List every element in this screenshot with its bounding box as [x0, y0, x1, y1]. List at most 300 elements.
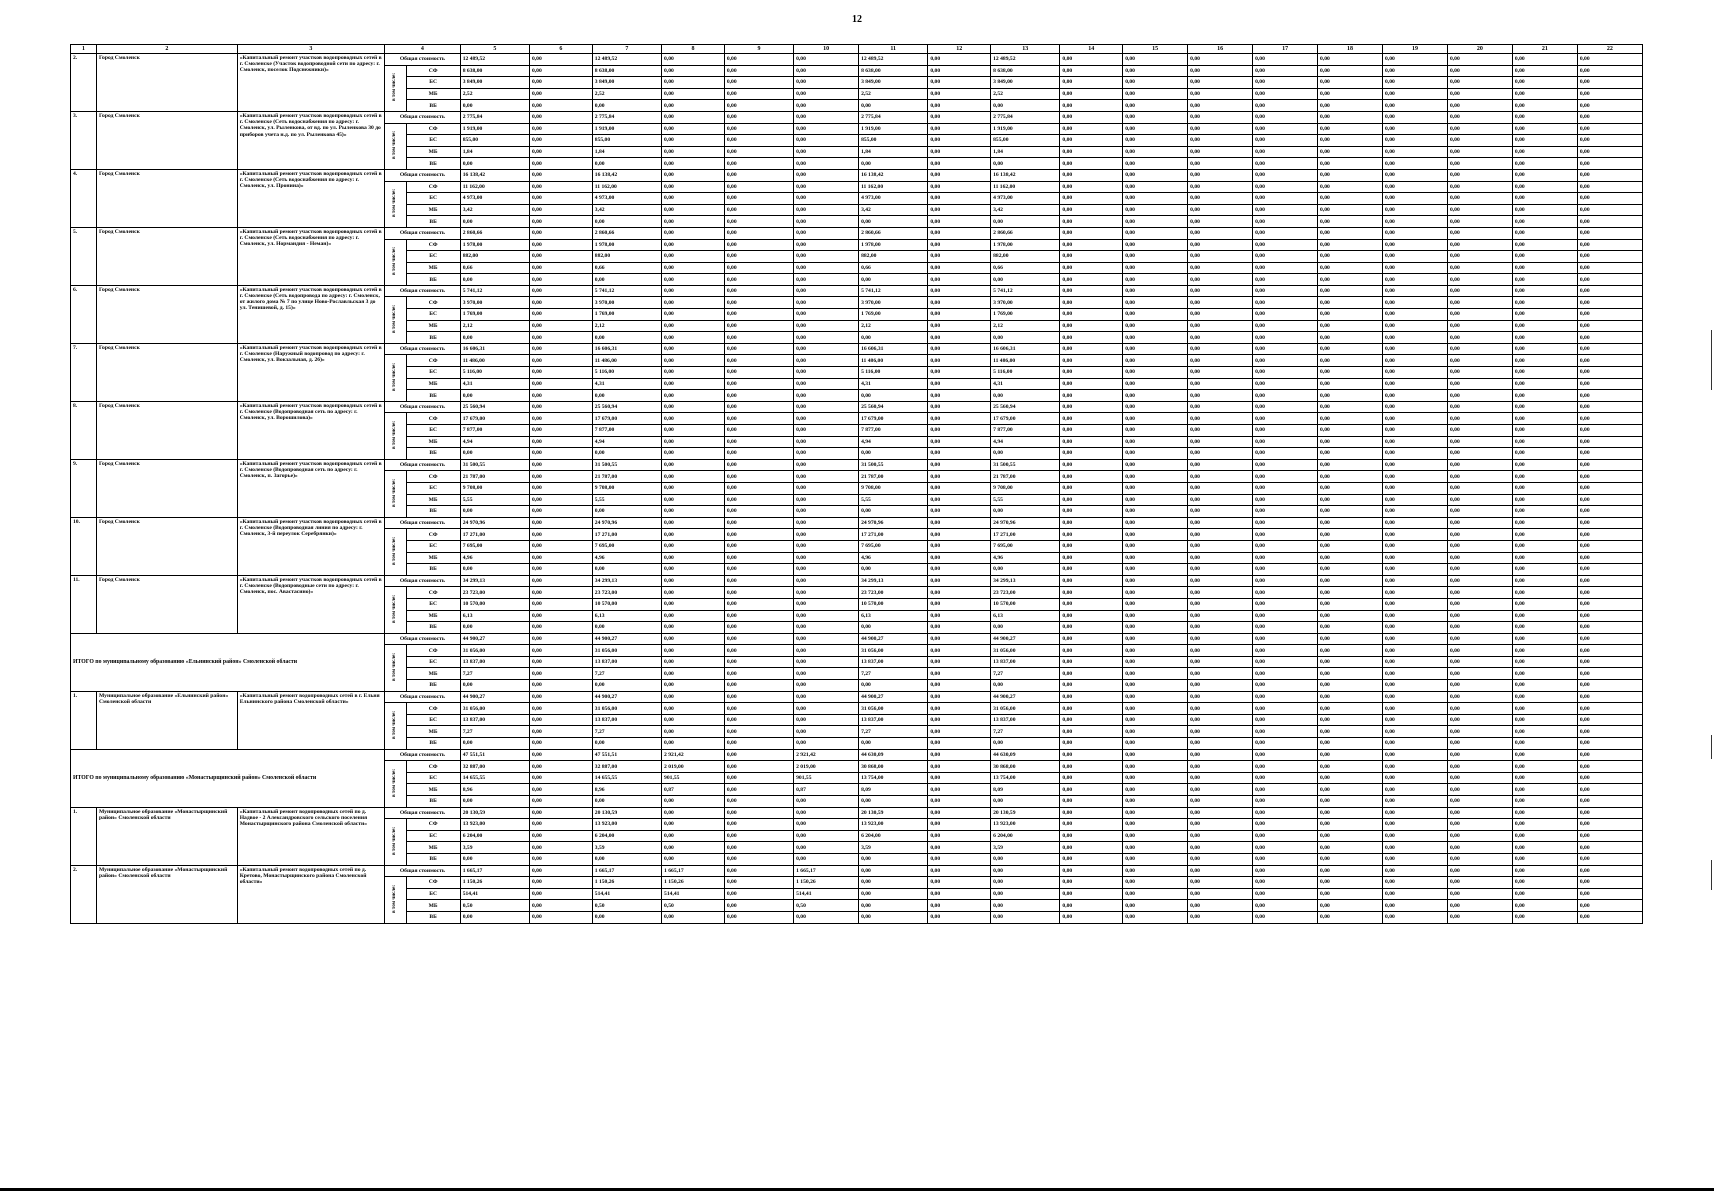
- value-cell: 0,00: [529, 714, 592, 726]
- including-vertical-text: в том числе:: [392, 363, 398, 392]
- value-cell: 0,00: [1577, 517, 1642, 529]
- value-cell: 0,00: [928, 343, 991, 355]
- value-cell: 0,00: [662, 367, 725, 379]
- value-cell: 0,00: [1253, 645, 1318, 657]
- value-cell: 0,00: [724, 668, 793, 680]
- value-cell: 0,00: [1253, 494, 1318, 506]
- including-vertical-text: в том числе:: [392, 189, 398, 218]
- value-cell: 0,00: [1383, 216, 1448, 228]
- value-cell: 7,27: [991, 726, 1060, 738]
- value-cell: 20 130,59: [859, 807, 928, 819]
- value-cell: 0,00: [991, 680, 1060, 692]
- funding-source-label: ВБ: [406, 216, 460, 228]
- value-cell: 4,96: [460, 552, 529, 564]
- value-cell: 0,00: [991, 100, 1060, 112]
- value-cell: 0,00: [1060, 888, 1123, 900]
- funding-source-label: СФ: [406, 703, 460, 715]
- funding-source-label: БС: [406, 482, 460, 494]
- value-cell: 0,00: [1512, 529, 1577, 541]
- value-cell: 0,00: [1123, 494, 1188, 506]
- including-vertical-label: [384, 181, 406, 227]
- value-cell: 0,00: [928, 332, 991, 344]
- value-cell: 0,00: [724, 587, 793, 599]
- value-cell: 0,00: [529, 448, 592, 460]
- value-cell: 10 570,00: [592, 598, 661, 610]
- value-cell: 0,00: [1123, 309, 1188, 321]
- value-cell: 0,00: [1512, 900, 1577, 912]
- value-cell: 3 849,00: [592, 77, 661, 89]
- including-vertical-label: [384, 703, 406, 749]
- value-cell: 0,00: [928, 761, 991, 773]
- value-cell: 0,00: [1188, 459, 1253, 471]
- value-cell: 11 486,00: [460, 355, 529, 367]
- row-number: 7.: [71, 343, 97, 401]
- value-cell: 0,00: [1253, 448, 1318, 460]
- value-cell: 0,00: [1060, 123, 1123, 135]
- value-cell: 0,00: [1512, 216, 1577, 228]
- value-cell: 0,00: [724, 297, 793, 309]
- including-vertical-text: в том числе:: [392, 594, 398, 623]
- value-cell: 0,00: [1512, 633, 1577, 645]
- value-cell: 855,00: [991, 135, 1060, 147]
- value-cell: 0,00: [928, 274, 991, 286]
- value-cell: 0,00: [1318, 564, 1383, 576]
- value-cell: 0,00: [460, 622, 529, 634]
- value-cell: 0,00: [794, 830, 859, 842]
- value-cell: 0,00: [1188, 401, 1253, 413]
- value-cell: 0,00: [1123, 877, 1188, 889]
- value-cell: 0,00: [1188, 680, 1253, 692]
- value-cell: 3 970,00: [859, 297, 928, 309]
- value-cell: 0,00: [859, 865, 928, 877]
- value-cell: 1 665,17: [460, 865, 529, 877]
- value-cell: 0,00: [1123, 888, 1188, 900]
- value-cell: 6 204,00: [592, 830, 661, 842]
- value-cell: 0,00: [724, 691, 793, 703]
- value-cell: 0,00: [529, 320, 592, 332]
- value-cell: 0,00: [1512, 65, 1577, 77]
- value-cell: 0,00: [1383, 506, 1448, 518]
- value-cell: 0,00: [1577, 784, 1642, 796]
- value-cell: 0,00: [1123, 297, 1188, 309]
- value-cell: 0,00: [1577, 54, 1642, 66]
- value-cell: 0,00: [1253, 784, 1318, 796]
- value-cell: 0,00: [1512, 262, 1577, 274]
- value-cell: 0,00: [928, 436, 991, 448]
- value-cell: 13 837,00: [592, 714, 661, 726]
- value-cell: 0,00: [1123, 622, 1188, 634]
- value-cell: 0,00: [1060, 877, 1123, 889]
- value-cell: 0,00: [1188, 587, 1253, 599]
- value-cell: 0,00: [724, 448, 793, 460]
- value-cell: 0,00: [1577, 529, 1642, 541]
- value-cell: 0,00: [1512, 448, 1577, 460]
- value-cell: 5 741,12: [592, 285, 661, 297]
- value-cell: 0,00: [724, 77, 793, 89]
- value-cell: 0,00: [1253, 54, 1318, 66]
- value-cell: 0,00: [928, 494, 991, 506]
- value-cell: 1 919,00: [460, 123, 529, 135]
- value-cell: 0,00: [1253, 761, 1318, 773]
- value-cell: 0,00: [1188, 738, 1253, 750]
- value-cell: 0,00: [1188, 598, 1253, 610]
- value-cell: 0,00: [1060, 251, 1123, 263]
- value-cell: 0,00: [662, 251, 725, 263]
- including-vertical-text: в том числе:: [392, 884, 398, 913]
- value-cell: 0,00: [1188, 111, 1253, 123]
- value-cell: 0,00: [1123, 564, 1188, 576]
- value-cell: 4,96: [991, 552, 1060, 564]
- value-cell: 0,00: [1318, 390, 1383, 402]
- value-cell: 0,00: [1447, 506, 1512, 518]
- value-cell: 0,00: [1123, 65, 1188, 77]
- value-cell: 8,09: [859, 784, 928, 796]
- value-cell: 0,00: [529, 853, 592, 865]
- including-vertical-text: в том числе:: [392, 73, 398, 102]
- value-cell: 8,09: [991, 784, 1060, 796]
- value-cell: 0,00: [662, 54, 725, 66]
- value-cell: 0,00: [1447, 88, 1512, 100]
- value-cell: 8 638,00: [460, 65, 529, 77]
- value-cell: 0,00: [1318, 680, 1383, 692]
- value-cell: 0,00: [1253, 552, 1318, 564]
- value-cell: 5,55: [859, 494, 928, 506]
- value-cell: 0,00: [529, 158, 592, 170]
- value-cell: 4,94: [991, 436, 1060, 448]
- value-cell: 4,31: [592, 378, 661, 390]
- value-cell: 0,00: [529, 204, 592, 216]
- value-cell: 0,00: [1318, 575, 1383, 587]
- table-row: [71, 401, 1643, 413]
- value-cell: 0,00: [1318, 77, 1383, 89]
- value-cell: 0,00: [1577, 471, 1642, 483]
- value-cell: 0,00: [1512, 320, 1577, 332]
- value-cell: 3,59: [991, 842, 1060, 854]
- value-cell: 23 723,00: [592, 587, 661, 599]
- value-cell: 0,00: [1188, 343, 1253, 355]
- value-cell: 4,96: [592, 552, 661, 564]
- value-cell: 514,41: [592, 888, 661, 900]
- value-cell: 0,00: [1253, 309, 1318, 321]
- row-number: 2.: [71, 54, 97, 112]
- value-cell: 0,00: [1123, 529, 1188, 541]
- value-cell: 0,00: [724, 135, 793, 147]
- value-cell: 0,00: [724, 761, 793, 773]
- value-cell: 9 708,00: [592, 482, 661, 494]
- project-description: «Капитальный ремонт участков водопроводных сетей в г. Смоленске (Сеть водоснабжения по адресу: г. Смоленск, ул. Нормандия - Неман)»: [237, 227, 384, 285]
- value-cell: 0,00: [1577, 691, 1642, 703]
- value-cell: 0,00: [1512, 807, 1577, 819]
- value-cell: 0,00: [794, 181, 859, 193]
- value-cell: 0,00: [1253, 436, 1318, 448]
- funding-source-label: ВБ: [406, 738, 460, 750]
- value-cell: 0,00: [1060, 853, 1123, 865]
- value-cell: 0,00: [1060, 714, 1123, 726]
- value-cell: 0,00: [1060, 807, 1123, 819]
- value-cell: 0,00: [529, 587, 592, 599]
- funding-source-label: МБ: [406, 900, 460, 912]
- column-number-cell: 7: [592, 45, 661, 54]
- value-cell: 0,00: [1253, 819, 1318, 831]
- value-cell: 901,55: [662, 772, 725, 784]
- funding-source-label: МБ: [406, 436, 460, 448]
- value-cell: 0,00: [460, 506, 529, 518]
- value-cell: 0,00: [1512, 425, 1577, 437]
- value-cell: 0,00: [724, 123, 793, 135]
- value-cell: 0,00: [991, 390, 1060, 402]
- value-cell: 0,00: [1512, 367, 1577, 379]
- value-cell: 0,00: [1383, 274, 1448, 286]
- value-cell: 0,00: [1318, 158, 1383, 170]
- value-cell: 0,00: [1123, 749, 1188, 761]
- project-description: «Капитальный ремонт водопроводных сетей в г. Ельня Ельнинского района Смоленской области»: [237, 691, 384, 749]
- value-cell: 0,00: [1188, 703, 1253, 715]
- value-cell: 0,00: [928, 193, 991, 205]
- funding-type-label: Общая стоимость: [384, 865, 460, 877]
- value-cell: 0,00: [1318, 726, 1383, 738]
- value-cell: 0,00: [1060, 471, 1123, 483]
- value-cell: 0,00: [859, 448, 928, 460]
- table-row: [71, 54, 1643, 66]
- value-cell: 0,00: [928, 575, 991, 587]
- value-cell: 3,42: [991, 204, 1060, 216]
- value-cell: 0,00: [1253, 169, 1318, 181]
- value-cell: 0,00: [1318, 807, 1383, 819]
- bottom-border-line: [0, 1188, 1714, 1191]
- funding-source-label: МБ: [406, 494, 460, 506]
- value-cell: 0,00: [662, 633, 725, 645]
- value-cell: 0,00: [1447, 598, 1512, 610]
- value-cell: 0,00: [724, 622, 793, 634]
- value-cell: 0,00: [1512, 680, 1577, 692]
- value-cell: 0,00: [794, 714, 859, 726]
- value-cell: 0,00: [794, 367, 859, 379]
- value-cell: 7 877,00: [859, 425, 928, 437]
- value-cell: 0,00: [662, 448, 725, 460]
- value-cell: 0,00: [460, 332, 529, 344]
- value-cell: 0,00: [529, 169, 592, 181]
- value-cell: 0,00: [1383, 552, 1448, 564]
- value-cell: 0,00: [724, 100, 793, 112]
- value-cell: 31 056,00: [991, 703, 1060, 715]
- value-cell: 31 500,55: [991, 459, 1060, 471]
- value-cell: 0,00: [1512, 691, 1577, 703]
- value-cell: 0,00: [1447, 100, 1512, 112]
- value-cell: 0,00: [1188, 158, 1253, 170]
- value-cell: 0,00: [928, 111, 991, 123]
- value-cell: 0,00: [662, 436, 725, 448]
- value-cell: 0,00: [1318, 911, 1383, 923]
- value-cell: 31 056,00: [991, 645, 1060, 657]
- value-cell: 0,00: [1253, 830, 1318, 842]
- value-cell: 0,66: [991, 262, 1060, 274]
- value-cell: 0,00: [1512, 575, 1577, 587]
- value-cell: 0,00: [1383, 100, 1448, 112]
- value-cell: 0,00: [1447, 819, 1512, 831]
- value-cell: 12 489,52: [991, 54, 1060, 66]
- value-cell: 17 271,00: [991, 529, 1060, 541]
- value-cell: 0,00: [794, 529, 859, 541]
- value-cell: 0,00: [1447, 251, 1512, 263]
- value-cell: 7,27: [592, 668, 661, 680]
- value-cell: 0,00: [1253, 471, 1318, 483]
- value-cell: 0,00: [662, 146, 725, 158]
- value-cell: 0,00: [1512, 517, 1577, 529]
- value-cell: 7,27: [991, 668, 1060, 680]
- value-cell: 0,00: [1447, 123, 1512, 135]
- value-cell: 0,00: [794, 807, 859, 819]
- funding-source-label: ВБ: [406, 390, 460, 402]
- value-cell: 0,00: [1253, 285, 1318, 297]
- value-cell: 0,00: [1188, 239, 1253, 251]
- value-cell: 5 741,12: [460, 285, 529, 297]
- value-cell: 0,00: [1123, 158, 1188, 170]
- value-cell: 0,00: [724, 680, 793, 692]
- value-cell: 0,00: [1512, 888, 1577, 900]
- value-cell: 25 560,94: [859, 401, 928, 413]
- value-cell: 0,00: [1060, 390, 1123, 402]
- value-cell: 0,00: [794, 309, 859, 321]
- value-cell: 0,00: [928, 749, 991, 761]
- value-cell: 0,00: [662, 703, 725, 715]
- value-cell: 12 489,52: [859, 54, 928, 66]
- value-cell: 0,00: [1577, 819, 1642, 831]
- value-cell: 0,00: [928, 703, 991, 715]
- value-cell: 0,00: [1060, 239, 1123, 251]
- value-cell: 0,00: [529, 216, 592, 228]
- column-number-cell: 4: [384, 45, 460, 54]
- scan-edge-mark: [1711, 330, 1712, 390]
- value-cell: 0,00: [794, 343, 859, 355]
- value-cell: 0,00: [1253, 146, 1318, 158]
- value-cell: 0,00: [1318, 367, 1383, 379]
- value-cell: 0,00: [1577, 587, 1642, 599]
- value-cell: 0,00: [662, 714, 725, 726]
- value-cell: 0,00: [1060, 575, 1123, 587]
- funding-source-label: БС: [406, 193, 460, 205]
- value-cell: 0,00: [1383, 842, 1448, 854]
- value-cell: 0,00: [724, 645, 793, 657]
- value-cell: 21 787,00: [991, 471, 1060, 483]
- value-cell: 0,00: [724, 239, 793, 251]
- value-cell: 0,00: [1188, 378, 1253, 390]
- value-cell: 0,00: [1188, 888, 1253, 900]
- value-cell: 0,00: [1253, 204, 1318, 216]
- value-cell: 0,00: [1060, 111, 1123, 123]
- value-cell: 0,00: [1188, 77, 1253, 89]
- value-cell: 1 769,00: [991, 309, 1060, 321]
- value-cell: 0,00: [1123, 540, 1188, 552]
- value-cell: 0,00: [724, 656, 793, 668]
- value-cell: 0,00: [1512, 158, 1577, 170]
- value-cell: 0,00: [1447, 482, 1512, 494]
- value-cell: 0,00: [1253, 517, 1318, 529]
- funding-source-label: БС: [406, 77, 460, 89]
- value-cell: 0,00: [662, 262, 725, 274]
- including-vertical-label: [384, 239, 406, 285]
- value-cell: 24 970,96: [859, 517, 928, 529]
- value-cell: 0,00: [529, 842, 592, 854]
- value-cell: 0,00: [1188, 471, 1253, 483]
- value-cell: 0,00: [1383, 529, 1448, 541]
- table-row: [71, 691, 1643, 703]
- value-cell: 0,00: [1447, 332, 1512, 344]
- value-cell: 0,00: [724, 784, 793, 796]
- value-cell: 514,41: [662, 888, 725, 900]
- including-vertical-label: [384, 65, 406, 111]
- value-cell: 0,00: [794, 610, 859, 622]
- value-cell: 0,00: [662, 181, 725, 193]
- value-cell: 0,00: [460, 390, 529, 402]
- value-cell: 0,00: [1188, 448, 1253, 460]
- value-cell: 0,00: [1512, 471, 1577, 483]
- value-cell: 1 978,00: [460, 239, 529, 251]
- funding-source-label: БС: [406, 830, 460, 842]
- row-number: 9.: [71, 459, 97, 517]
- value-cell: 0,00: [529, 540, 592, 552]
- value-cell: 0,00: [1188, 714, 1253, 726]
- value-cell: 0,00: [1577, 703, 1642, 715]
- value-cell: 0,00: [928, 819, 991, 831]
- value-cell: 0,00: [794, 494, 859, 506]
- value-cell: 0,00: [662, 425, 725, 437]
- value-cell: 0,00: [794, 622, 859, 634]
- value-cell: 1 150,26: [794, 877, 859, 889]
- value-cell: 0,00: [1253, 691, 1318, 703]
- value-cell: 1 769,00: [592, 309, 661, 321]
- value-cell: 0,00: [1577, 100, 1642, 112]
- page-number: 12: [852, 14, 862, 25]
- value-cell: 0,00: [1123, 193, 1188, 205]
- value-cell: 0,00: [460, 274, 529, 286]
- value-cell: 0,00: [1318, 343, 1383, 355]
- value-cell: 0,00: [1383, 436, 1448, 448]
- value-cell: 0,00: [928, 656, 991, 668]
- value-cell: 0,00: [794, 146, 859, 158]
- municipality-name: Город Смоленск: [96, 169, 237, 227]
- value-cell: 0,00: [592, 100, 661, 112]
- value-cell: 0,00: [1253, 807, 1318, 819]
- value-cell: 2 921,42: [662, 749, 725, 761]
- value-cell: 10 570,00: [460, 598, 529, 610]
- including-vertical-text: в том числе:: [392, 247, 398, 276]
- value-cell: 0,00: [724, 772, 793, 784]
- value-cell: 0,00: [1253, 564, 1318, 576]
- value-cell: 0,00: [794, 227, 859, 239]
- value-cell: 0,00: [928, 471, 991, 483]
- value-cell: 0,00: [1123, 703, 1188, 715]
- value-cell: 0,00: [1512, 193, 1577, 205]
- value-cell: 0,00: [1060, 830, 1123, 842]
- value-cell: 0,00: [1318, 633, 1383, 645]
- value-cell: 3 970,00: [592, 297, 661, 309]
- value-cell: 0,00: [1512, 494, 1577, 506]
- value-cell: 34 299,13: [859, 575, 928, 587]
- value-cell: 0,00: [1577, 425, 1642, 437]
- value-cell: 0,00: [724, 888, 793, 900]
- value-cell: 0,00: [1123, 911, 1188, 923]
- value-cell: 855,00: [460, 135, 529, 147]
- value-cell: 0,00: [991, 564, 1060, 576]
- municipality-name: Город Смоленск: [96, 517, 237, 575]
- including-vertical-text: в том числе:: [392, 537, 398, 566]
- funding-source-label: МБ: [406, 610, 460, 622]
- value-cell: 0,00: [592, 738, 661, 750]
- value-cell: 0,00: [1383, 830, 1448, 842]
- column-number-cell: 15: [1123, 45, 1188, 54]
- value-cell: 0,00: [1447, 54, 1512, 66]
- value-cell: 0,00: [1123, 100, 1188, 112]
